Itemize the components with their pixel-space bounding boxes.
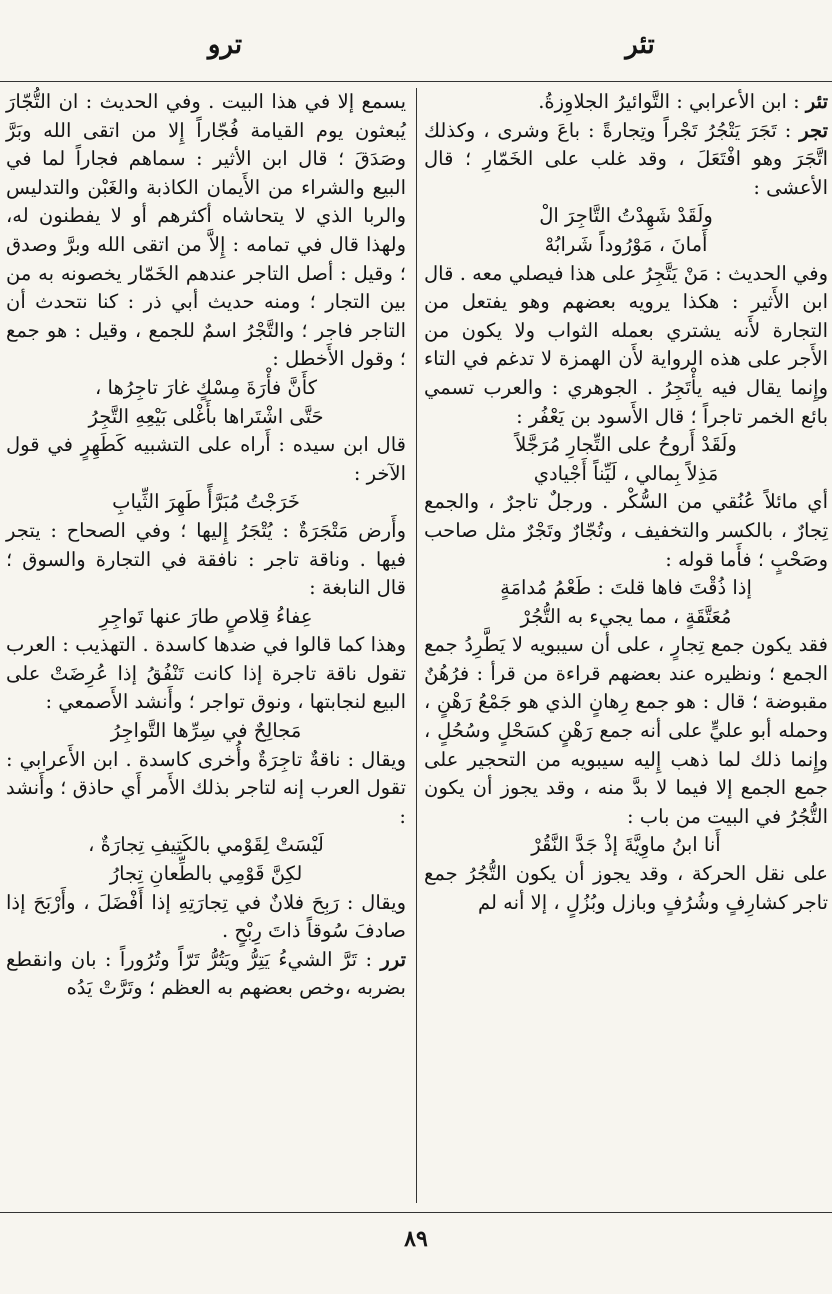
paragraph: يسمع إلا في هذا البيت . وفي الحديث : ان التُّجّارَ يُبعثون يوم القيامة فُجّاراً إِلا من اتقى الله وبَرَّ وصَدَقَ ؛ قال ابن الأثير : سماهم فجاراً لما في البيع والشراء من الأَيمان الكاذبة والغَبْن والتدليس والربا الذي لا يتحاشاه أكثرهم أو لا يفطنون له، ولهذا قال في تمامه : إِلاَّ من اتقى الله وبرَّ وصدق ؛ وقيل : أصل التاجر عندهم الخَمّار يخصونه به من بين التجار ؛ ومنه حديث أبي ذر : كنا نتحدث أن التاجر فاجر ؛ والتَّجْرُ اسمٌ للجمع ، وقيل : هو جمع ؛ وقول الأَخطل : [6, 90, 406, 371]
running-head-left: ترو [207, 30, 243, 60]
column-divider [416, 88, 417, 1203]
left-column [6, 88, 406, 1003]
verse-line: مَجالِحٌ في سِرِّها التَّواجِرُ [110, 719, 302, 743]
entry-headword: تئر [805, 90, 828, 113]
paragraph: وهذا كما قالوا في ضدها كاسدة . التهذيب : العرب تقول ناقة تاجرة إذا كانت تَنْفُقُ إذا عُرِضَتْ على البيع لنجابتها ، ونوق تواجر ؛ وأَنشد الأَصمعي : [6, 633, 406, 714]
entry-text: : تَجَرَ يَتْجُرُ تَجْراً وتِجارةً : باعَ وشرى ، وكذلك اتَّجَرَ وهو افْتَعَلَ ، وقد غلب على الخَمّارِ ؛ قال الأعشى : [424, 118, 828, 199]
verse-line: ولَقَدْ شَهِدْتُ التَّاجِرَ الْ [539, 204, 713, 228]
paragraph: على نقل الحركة ، وقد يجوز أن يكون التُّجُرُ جمع تاجر كشارِفٍ وشُرُفٍ وبازل وبُزُلٍ ، إلا أنه لم [424, 862, 828, 914]
paragraph: وفي الحديث : مَنْ يَتَّجِرُ على هذا فيصلي معه . قال ابن الأَثير : هكذا يرويه بعضهم وهو يفتعل من التجارة لأَنه يشتري بعمله الثواب ولا يكون من الأَجر على هذه الرواية لأَن الهمزة لا تدغم في التاء وإِنما يقال فيه يأْتَجِرُ . الجوهري : والعرب تسمي بائع الخمر تاجراً ؛ قال الأَسود بن يَعْفُر : [424, 261, 828, 428]
entry-text: : ابن الأعرابي : التَّوائيرُ الجلاوِزةُ. [538, 90, 800, 113]
verse-line: خَرَجْتُ مُبَرَّأً طَهِرَ الثِّيابِ [112, 490, 300, 514]
verse-line: عِفاءُ قِلاصٍ طارَ عنها تَواجِرِ [99, 604, 313, 628]
right-column [424, 88, 828, 917]
paragraph: ويقال : ناقةٌ تاجِرَةٌ وأُخرى كاسدة . ابن الأَعرابي : تقول العرب إنه لتاجر بذلك الأَمر أَي حاذق ؛ وأَنشد : [6, 747, 406, 828]
verse-line: مَذِلاً بِمالي ، لَيِّناً أَجْيادي [533, 461, 719, 485]
verse-line: إذا ذُقْتَ فاها قلتَ : طَعْمُ مُدامَةٍ [500, 576, 752, 600]
verse-line: أَمانَ ، مَوْرُوداً شَرابُهْ [544, 232, 708, 256]
verse-line: لَيْسَتْ لِقَوْمي بالكَتِيفِ تِجارَةٌ ، [88, 833, 324, 857]
entry-headword: تجر [799, 118, 828, 142]
paragraph: فقد يكون جمع تِجارٍ ، على أن سيبويه لا يَطَّرِدُ جمع الجمع ؛ ونظيره عند بعضهم قراءة من قرأ : فرُهُنٌ مقبوضة ؛ قال : هو جمع رِهانٍ الذي هو جَمْعُ رَهْنٍ ، وحمله أبو عليٍّ على أنه جمع رَهْنٍ كسَحْلٍ وسُحُلٍ ، وإِنما ذلك لما ذهب إِليه سيبويه من التحجير على جمع الجمع إلا فيما لا بدَّ منه ، وقد يجوز أن يكون التُّجُرُ في البيت من باب : [424, 633, 828, 828]
dictionary-entry [424, 88, 828, 117]
verse-line: أَنا ابنُ ماوِيَّةَ إذْ جَدَّ النَّقُرْ [531, 833, 721, 857]
verse-line: لكِنَّ قَوْمِي بالطِّعانِ تِجارُ [109, 862, 303, 886]
dictionary-entry [6, 946, 406, 1003]
running-head-right: تئر [625, 30, 655, 60]
header-rule [0, 81, 832, 82]
dictionary-entry [424, 117, 828, 203]
verse-line: حَتَّى اشْتَراها بأَغْلى بَيْعِهِ التَّجِرُ [88, 404, 324, 428]
page-number: ٨٩ [404, 1226, 428, 1252]
verse-line: كأَنَّ فأْرَةَ مِسْكٍ غارَ تاجِرُها ، [95, 375, 317, 399]
paragraph: ويقال : رَبِحَ فلانٌ في تِجارَتِهِ إذا أَفْضَلَ ، وأَرْبَحَ إذا صادفَ سُوقاً ذاتَ رِبْحٍ . [6, 890, 406, 943]
footer-rule [0, 1212, 832, 1213]
verse-line: مُعَتَّقَةٍ ، مما يجيء به التُّجُرْ [520, 604, 732, 628]
paragraph: وأَرض مَتْجَرَةٌ : يُتْجَرُ إِليها ؛ وفي الصحاح : يتجر فيها . وناقة تاجر : نافقة في التجارة والسوق ؛ قال النابغة : [6, 518, 406, 600]
paragraph: أي مائلاً عُنُقي من السُّكْر . ورجلٌ تاجرٌ ، والجمع تِجارٌ ، بالكسر والتخفيف ، وتُجّارٌ وتَجْرٌ مثل صاحب وصَحْبٍ ؛ فأَما قوله : [424, 490, 828, 571]
verse-line: ولَقَدْ أَروحُ على التِّجارِ مُرَجَّلاً [515, 433, 737, 457]
paragraph: قال ابن سيده : أَراه على التشبيه كَطَهِرٍ في قول الآخر : [6, 433, 406, 485]
entry-text: : تَرَّ الشيءُ يَتِرُّ ويَتُرُّ تَرّاً وتُرُوراً : بان وانقطع بضربه ،وخص بعضهم به العظم ؛ وتَرَّتْ يَدُه [6, 947, 406, 1000]
entry-headword: ترر [380, 947, 406, 971]
